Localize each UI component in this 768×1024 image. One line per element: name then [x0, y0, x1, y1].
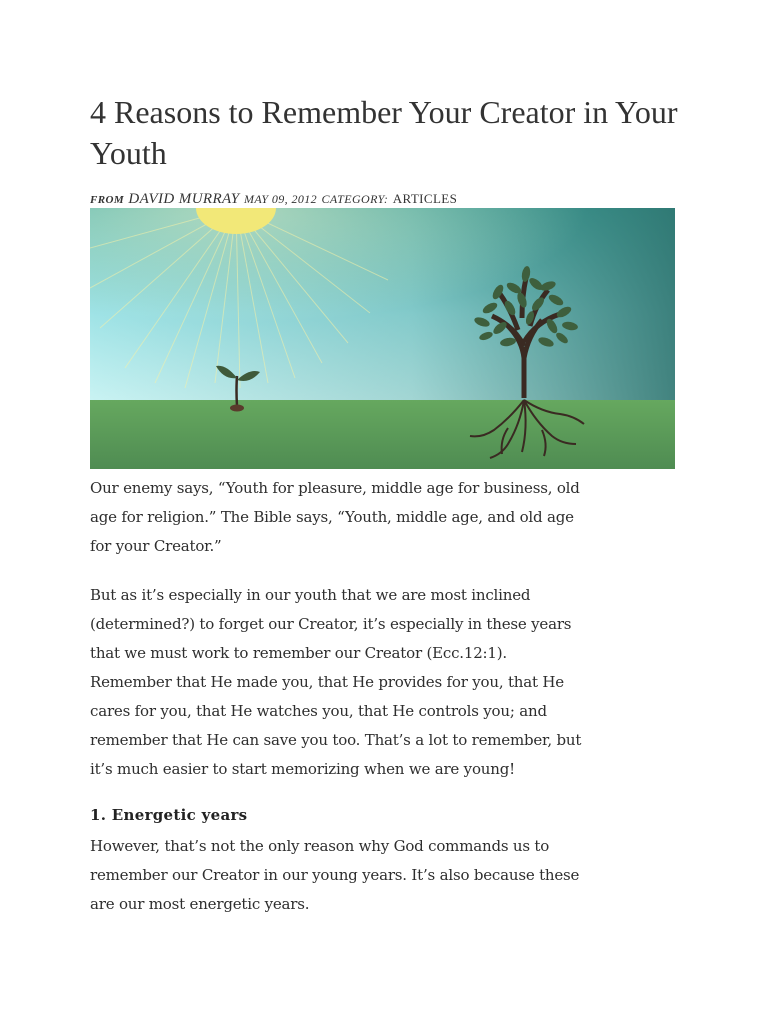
section-heading: 1. Energetic years [90, 806, 248, 824]
byline-category-label: CATEGORY: [321, 192, 389, 206]
hero-image [90, 208, 675, 469]
byline-category[interactable]: ARTICLES [392, 191, 458, 206]
article-byline [90, 190, 690, 208]
article-title: 4 Reasons to Remember Your Creator in Your Youth [90, 94, 678, 171]
sun-sapling-tree-illustration [90, 208, 675, 469]
article-paragraph: Our enemy says, “Youth for pleasure, middle age for business, old age for religion.” The Bible says, “Youth, middle age, and old age for your Creator.” [90, 479, 580, 555]
section-paragraph: However, that’s not the only reason why God commands us to remember our Creator in our young years. It’s also because these are our most energetic years. [90, 837, 580, 913]
article-paragraph: But as it’s especially in our youth that we are most inclined (determined?) to forget our Creator, it’s especially in these years that we must work to remember our Creator (Ecc.12:1). Remember that He made you, that He provides for you, that He cares for you, that He watches you, that He controls you; and remember that He can save you too. That’s a lot to remember, but it’s much easier to start memorizing when we are young! [90, 586, 582, 778]
byline-from-label: FROM [90, 194, 124, 206]
byline-author[interactable]: DAVID MURRAY [128, 191, 240, 207]
byline-date: MAY 09, 2012 [243, 192, 318, 206]
